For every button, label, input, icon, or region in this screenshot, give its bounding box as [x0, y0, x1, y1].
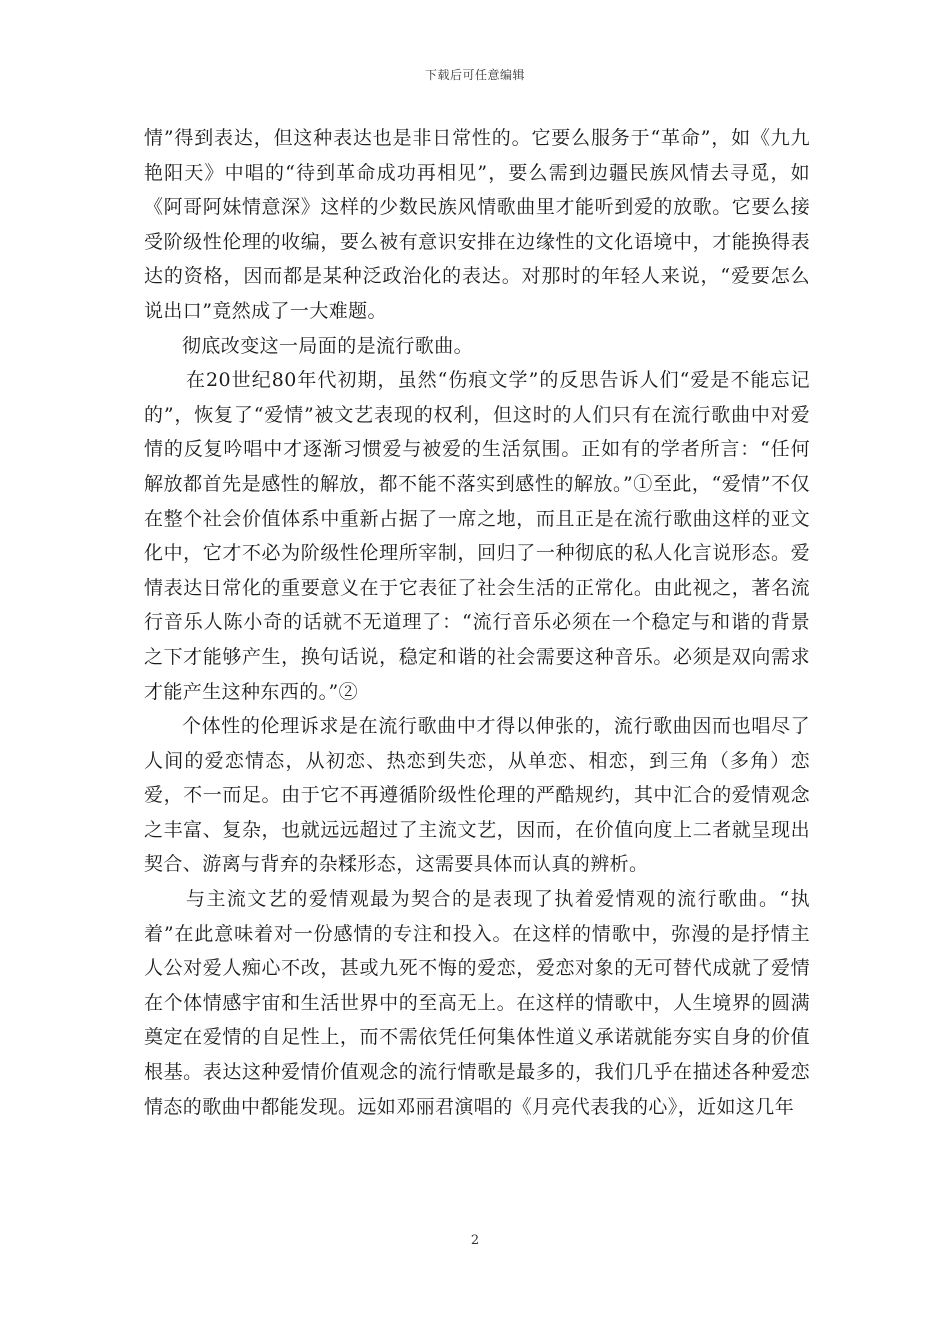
page-header: 下载后可任意编辑: [424, 68, 525, 82]
paragraph-continuation: 情”得到表达，但这种表达也是非日常性的。它要么服务于“革命”，如《九九艳阳天》中唱的“待到革命成功再相见”，要么需到边疆民族风情去寻觅，如《阿哥阿妹情意深》这样的少数民族风情歌曲里才能听到爱的放歌。它要么接受阶级性伦理的收编，要么被有意识安排在边缘性的文化语境中，才能换得表达的资格，因而都是某种泛政治化的表达。对那时的年轻人来说，“爱要怎么说出口”竟然成了一大难题。: [144, 127, 810, 322]
paragraph-devoted-love: 与主流文艺的爱情观最为契合的是表现了执着爱情观的流行歌曲。“执着”在此意味着对一份感情的专注和投入。在这样的情歌中，弥漫的是抒情主人公对爱人痴心不改，甚或九死不悔的爱恋，爱恋对象的无可替代成就了爱情在个体情感宇宙和生活世界中的至高无上。在这样的情歌中，人生境界的圆满奠定在爱情的自足性上，而不需依凭任何集体性道义承诺就能夯实自身的价值根基。表达这种爱情价值观念的流行情歌是最多的，我们几乎在描述各种爱恋情态的歌曲中都能发现。远如邓丽君演唱的《月亮代表我的心》，近如这几年: [144, 888, 810, 1118]
paragraph-1980s: 在20世纪80年代初期，虽然“伤痕文学”的反思告诉人们“爱是不能忘记的”，恢复了“爱情”被文艺表现的权利，但这时的人们只有在流行歌曲中对爱情的反复吟唱中才逐渐习惯爱与被爱的生活氛围。正如有的学者所言：“任何解放都首先是感性的解放，都不能不落实到感性的解放。”①至此，“爱情”不仅在整个社会价值体系中重新占据了一席之地，而且正是在流行歌曲这样的亚文化中，它才不必为阶级性伦理所宰制，回归了一种彻底的私人化言说形态。爱情表达日常化的重要意义在于它表征了社会生活的正常化。由此视之，著名流行音乐人陈小奇的话就不无道理了：“流行音乐必须在一个稳定与和谐的背景之下才能够产生，换句话说，稳定和谐的社会需要这种音乐。必须是双向需求才能产生这种东西的。”②: [144, 369, 810, 703]
page-number: 2: [470, 1233, 480, 1248]
paragraph-individual-ethics: 个体性的伦理诉求是在流行歌曲中才得以伸张的，流行歌曲因而也唱尽了人间的爱恋情态，从初恋、热恋到失恋，从单恋、相恋，到三角（多角）恋爱，不一而足。由于它不再遵循阶级性伦理的严酷规约，其中汇合的爱情观念之丰富、复杂，也就远远超过了主流文艺，因而，在价值向度上二者就呈现出契合、游离与背弃的杂糅形态，这需要具体而认真的辨析。: [144, 715, 810, 876]
paragraph-turning-point: 彻底改变这一局面的是流行歌曲。: [182, 334, 474, 357]
document-body: [144, 121, 810, 1124]
